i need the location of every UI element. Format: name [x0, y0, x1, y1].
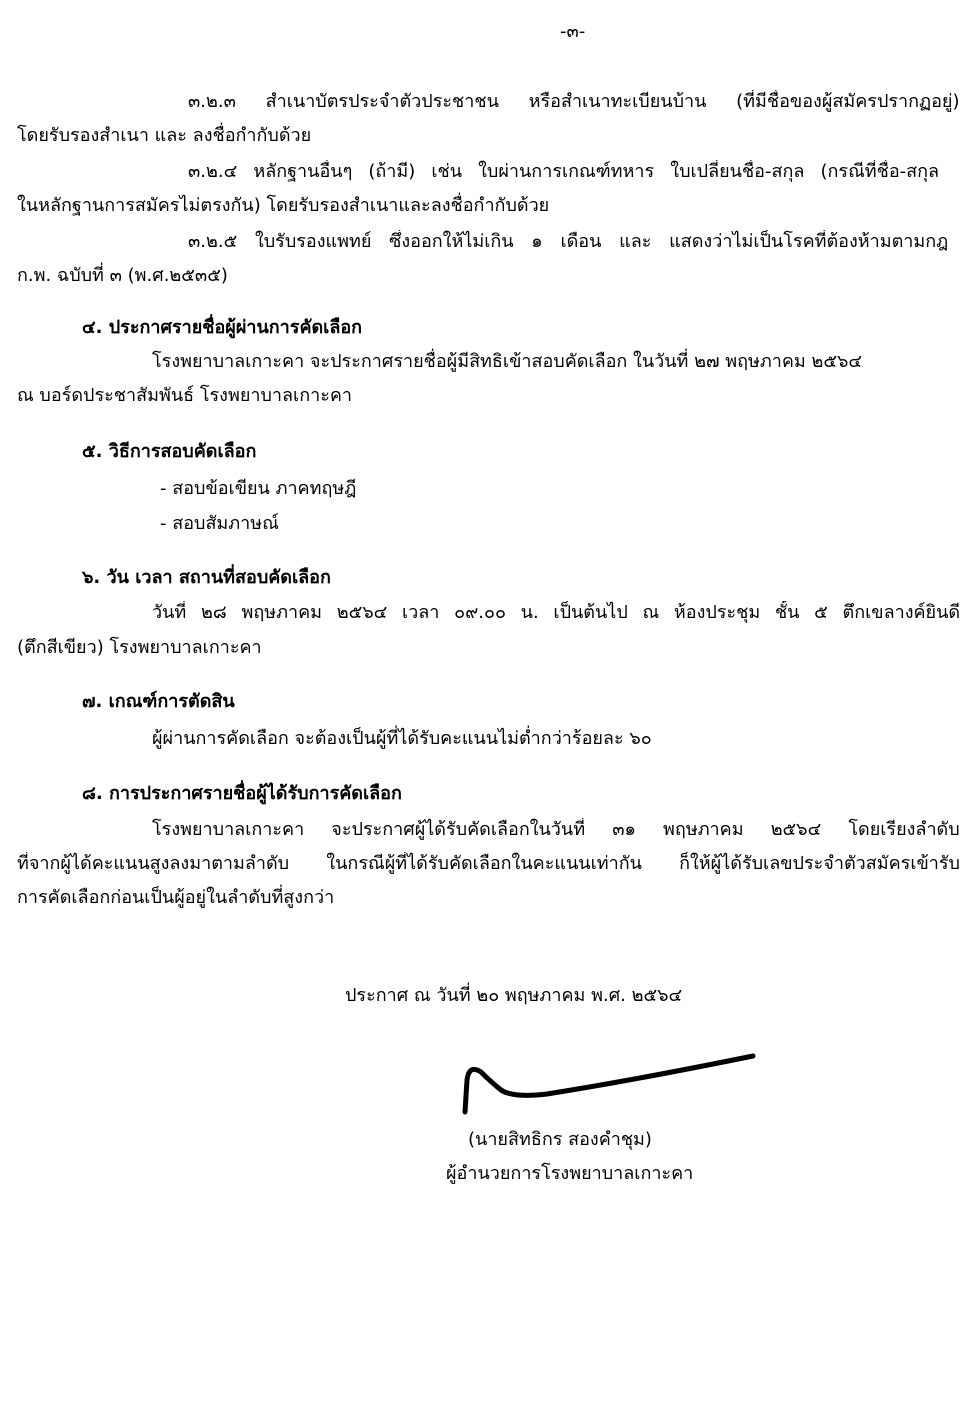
section-5-heading: ๕. วิธีการสอบคัดเลือก	[82, 441, 257, 462]
section-7-line-1: ผู้ผ่านการคัดเลือก จะต้องเป็นผู้ที่ได้รับคะแนนไม่ต่ำกว่าร้อยละ ๖๐	[152, 728, 652, 749]
section-4-line-1: โรงพยาบาลเกาะคา จะประกาศรายชื่อผู้มีสิทธิเข้าสอบคัดเลือก ในวันที่ ๒๗ พฤษภาคม ๒๕๖๔	[152, 351, 863, 372]
item-3-2-3-line-2: โดยรับรองสำเนา และ ลงชื่อกำกับด้วย	[17, 125, 312, 146]
section-8-line-1: โรงพยาบาลเกาะคา จะประกาศผู้ได้รับคัดเลือกในวันที่ ๓๑ พฤษภาคม ๒๕๖๔ โดยเรียงลำดับ	[152, 819, 960, 840]
item-3-2-4-line-1: ๓.๒.๔ หลักฐานอื่นๆ (ถ้ามี) เช่น ใบผ่านการเกณฑ์ทหาร ใบเปลี่ยนชื่อ-สกุล (กรณีที่ชื่อ-สกุล	[188, 161, 940, 182]
signer-title: ผู้อำนวยการโรงพยาบาลเกาะคา	[446, 1163, 694, 1184]
item-3-2-3-line-1: ๓.๒.๓ สำเนาบัตรประจำตัวประชาชน หรือสำเนาทะเบียนบ้าน (ที่มีชื่อของผู้สมัครปรากฏอยู่)	[188, 91, 960, 112]
announcement-date: ประกาศ ณ วันที่ ๒๐ พฤษภาคม พ.ศ. ๒๕๖๔	[345, 985, 683, 1006]
signer-name: (นายสิทธิกร สองคำชุม)	[468, 1129, 652, 1150]
item-3-2-4-line-2: ในหลักฐานการสมัครไม่ตรงกัน) โดยรับรองสำเนาและลงชื่อกำกับด้วย	[17, 195, 550, 216]
section-5-bullet-1: - สอบข้อเขียน ภาคทฤษฎี	[160, 478, 357, 499]
page-number: -๓-	[560, 21, 586, 42]
section-4-heading: ๔. ประกาศรายชื่อผู้ผ่านการคัดเลือก	[82, 317, 363, 338]
section-6-line-1: วันที่ ๒๘ พฤษภาคม ๒๕๖๔ เวลา ๐๙.๐๐ น. เป็นต้นไป ณ ห้องประชุม ชั้น ๕ ตึกเขลางค์ยินดี	[152, 602, 960, 623]
section-8-line-2: ที่จากผู้ได้คะแนนสูงลงมาตามลำดับ ในกรณีผู้ที่ได้รับคัดเลือกในคะแนนเท่ากัน ก็ให้ผู้ได้รับเลขประจำตัวสมัครเข้ารับ	[17, 853, 960, 874]
section-8-heading: ๘. การประกาศรายชื่อผู้ได้รับการคัดเลือก	[82, 783, 402, 804]
signature-scribble	[455, 1040, 775, 1130]
section-6-line-2: (ตึกสีเขียว) โรงพยาบาลเกาะคา	[17, 637, 262, 658]
section-4-line-2: ณ บอร์ดประชาสัมพันธ์ โรงพยาบาลเกาะคา	[17, 385, 353, 406]
section-7-heading: ๗. เกณฑ์การตัดสิน	[82, 691, 235, 712]
section-5-bullet-2: - สอบสัมภาษณ์	[160, 513, 279, 534]
item-3-2-5-line-2: ก.พ. ฉบับที่ ๓ (พ.ศ.๒๕๓๕)	[17, 265, 228, 286]
section-6-heading: ๖. วัน เวลา สถานที่สอบคัดเลือก	[82, 567, 331, 588]
section-8-line-3: การคัดเลือกก่อนเป็นผู้อยู่ในลำดับที่สูงกว่า	[17, 887, 335, 908]
item-3-2-5-line-1: ๓.๒.๕ ใบรับรองแพทย์ ซึ่งออกให้ไม่เกิน ๑ เดือน และ แสดงว่าไม่เป็นโรคที่ต้องห้ามตามกฎ	[188, 231, 949, 252]
